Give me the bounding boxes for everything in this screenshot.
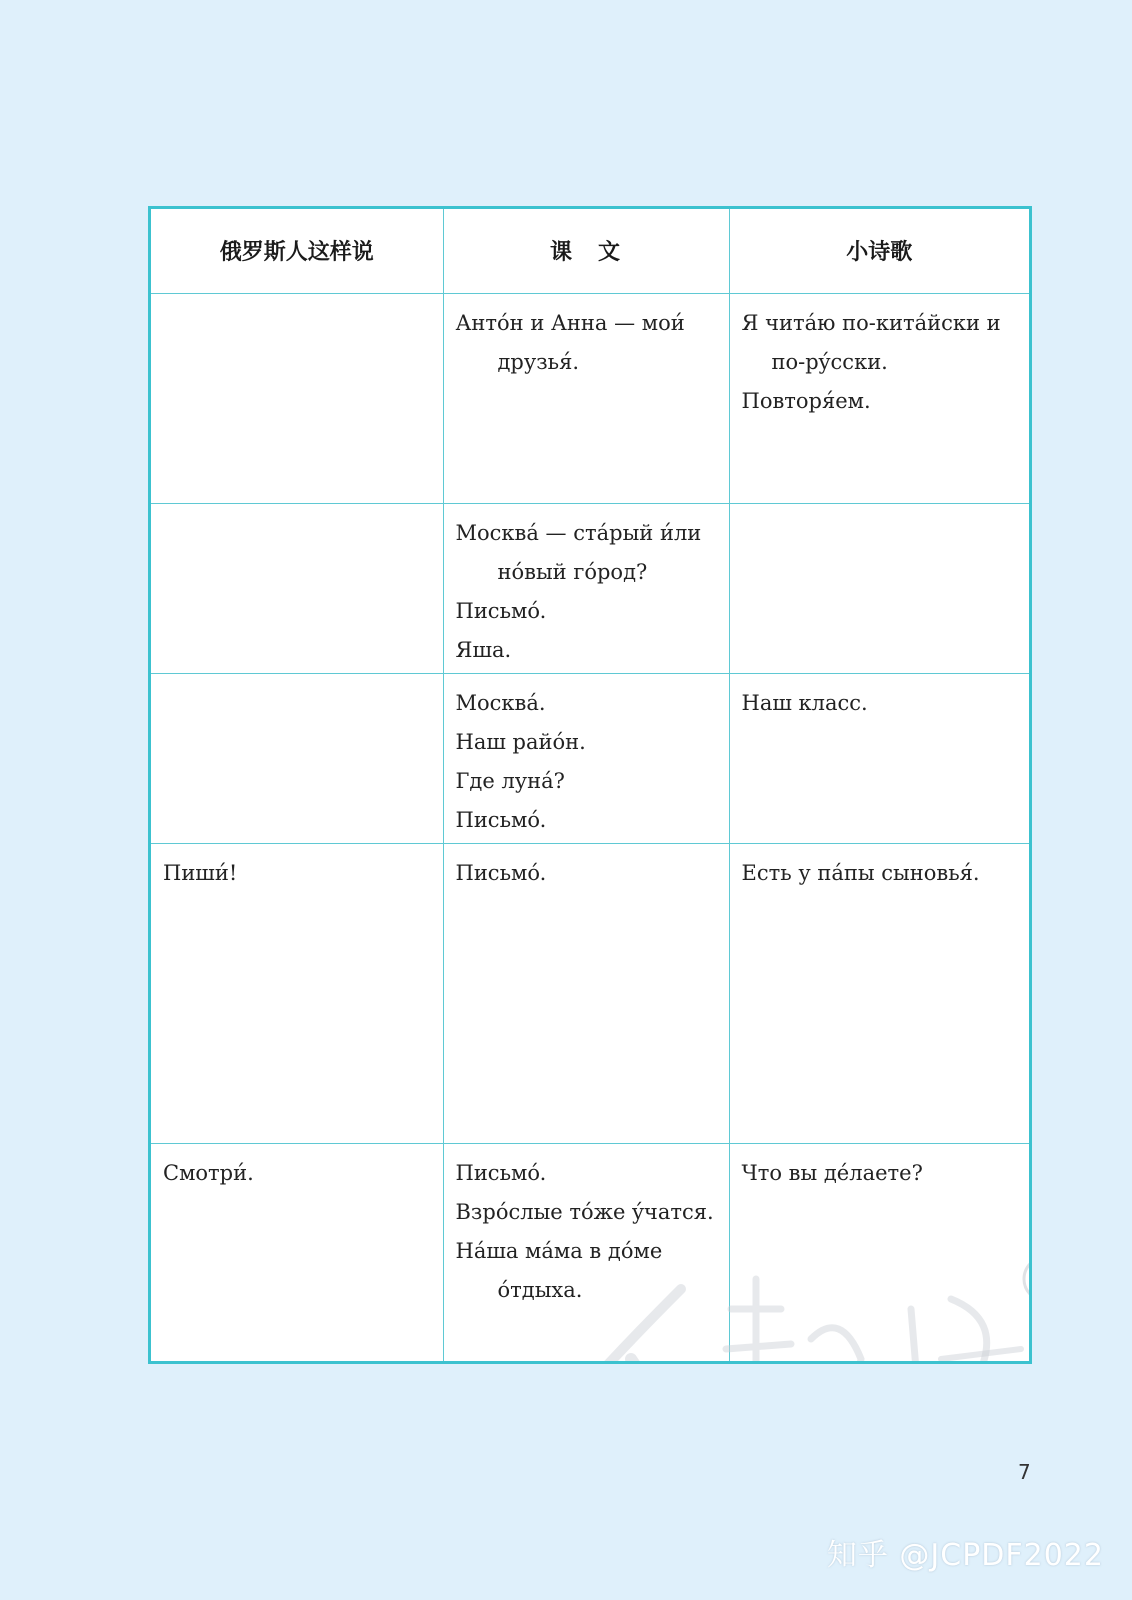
source-watermark: 知乎 @JCPDF2022 [826,1538,1104,1573]
cell-lesson-text [443,843,729,1143]
cell-lesson-text [443,503,729,673]
cell-little-poem [729,293,1029,503]
cell-text-line: нóвый гóрод? [497,559,648,584]
cell-little-poem [729,843,1029,1143]
cell-text-line: Нáша мáма в дóме [455,1238,663,1263]
lesson-table-frame [148,206,1058,1364]
cell-text-line: Смотри́. [163,1160,254,1185]
header-russians-say: 俄罗斯人这样说 [151,209,443,293]
cell-text-line: Письмó. [455,1160,547,1185]
cell-text-line: Взрóслые тóже ýчатся. [455,1199,714,1224]
cell-text-line: друзья́. [497,349,580,374]
cell-little-poem [729,503,1029,673]
cell-little-poem [729,673,1029,843]
cell-russians-say [151,1143,443,1361]
header-little-poem: 小诗歌 [729,209,1029,293]
cell-russians-say [151,673,443,843]
publisher-watermark-logo: ® [481,1249,1032,1364]
cell-text-line: по-рýсски. [771,349,888,374]
page-number: 7 [1018,1460,1031,1484]
lesson-table [151,209,1029,1361]
cell-text-line: Москвá — стáрый и́ли [455,520,702,545]
cell-text-line: Где лунá? [455,768,565,793]
cell-text-line: Письмó. [455,860,547,885]
cell-text-line: Письмó. [455,807,547,832]
table-row [151,843,1029,1143]
cell-text-line: Наш класс. [741,690,868,715]
table-header-row [151,209,1029,293]
cell-text-line: Наш райóн. [455,729,586,754]
cell-lesson-text [443,673,729,843]
cell-russians-say [151,293,443,503]
cell-text-line: Повторя́ем. [741,388,871,413]
table-row [151,293,1029,503]
cell-lesson-text [443,293,729,503]
cell-text-line: Яша. [455,637,512,662]
cell-lesson-text [443,1143,729,1361]
cell-russians-say [151,843,443,1143]
table-row [151,673,1029,843]
table-row [151,503,1029,673]
cell-text-line: óтдыха. [497,1277,583,1302]
cell-russians-say [151,503,443,673]
cell-text-line: Есть у пáпы сыновья́. [741,860,980,885]
cell-text-line: Антóн и Анна — мои́ [455,310,685,335]
table-row [151,1143,1029,1361]
cell-text-line: Что вы дéлаете? [741,1160,923,1185]
cell-little-poem [729,1143,1029,1361]
cell-text-line: Я читáю по-китáйски и [741,310,1001,335]
header-lesson-text: 课 文 [443,209,729,293]
cell-text-line: Письмó. [455,598,547,623]
cell-text-line: Пиши́! [163,860,238,885]
cell-text-line: Москвá. [455,690,546,715]
